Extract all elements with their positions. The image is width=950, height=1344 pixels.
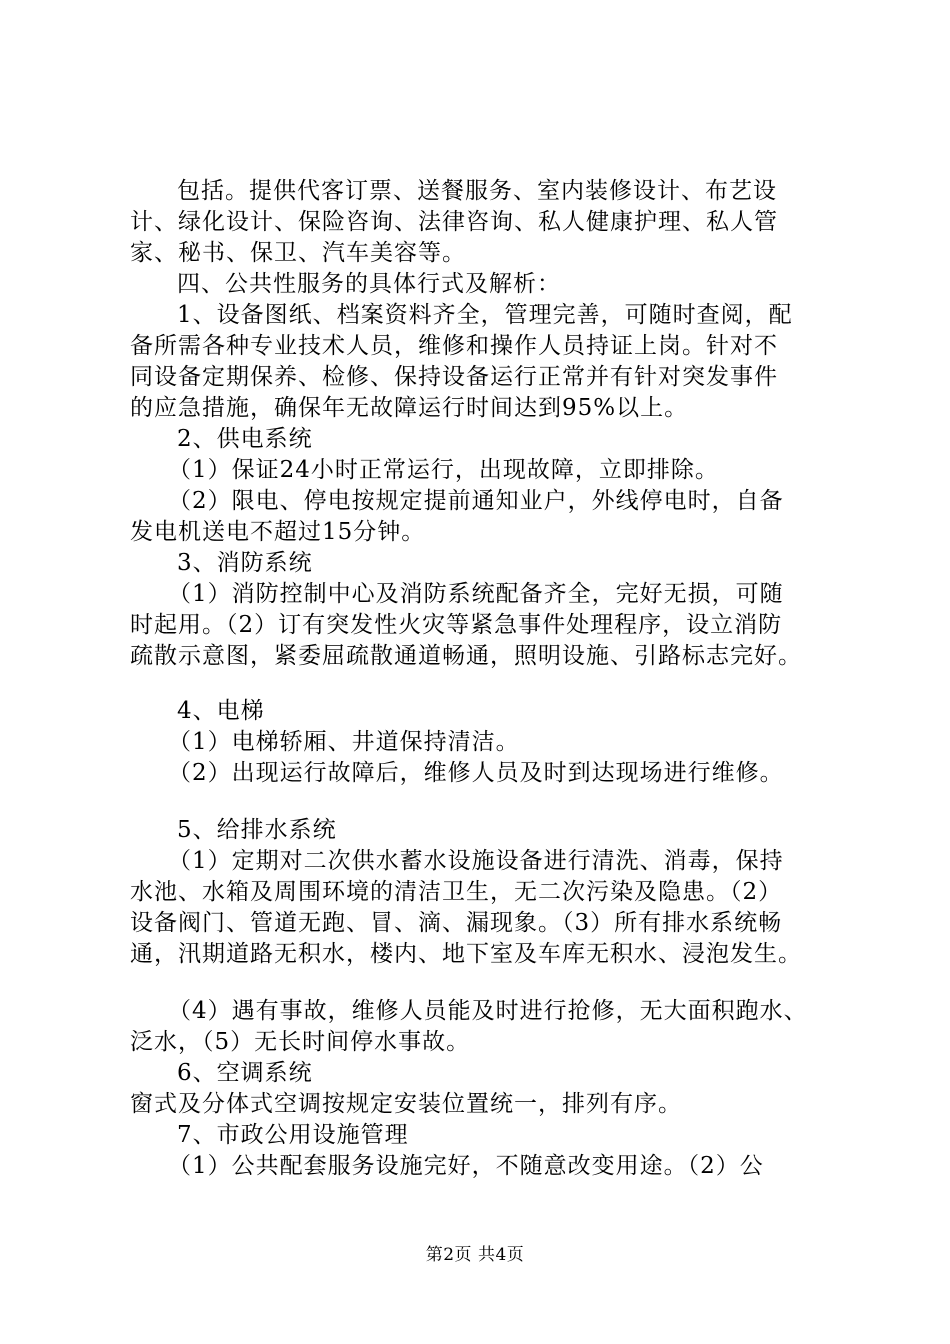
- text-line: 同设备定期保养、检修、保持设备运行正常并有针对突发事件: [130, 364, 778, 390]
- section-heading: 四、公共性服务的具体行式及解析：: [177, 271, 561, 297]
- subsection-heading: 7、市政公用设施管理: [177, 1122, 409, 1148]
- subsection-heading: 3、消防系统: [177, 550, 313, 576]
- text-line: 通，汛期道路无积水，楼内、地下室及车库无积水、浸泡发生。: [130, 941, 802, 967]
- text-line: 疏散示意图，紧委屈疏散通道畅通，照明设施、引路标志完好。: [130, 643, 802, 669]
- text-line: （4）遇有事故，维修人员能及时进行抢修，无大面积跑水、: [168, 998, 808, 1024]
- page-number: 第2页 共4页: [425, 1245, 525, 1265]
- text-line: 水池、水箱及周围环境的清洁卫生，无二次污染及隐患。（2）: [130, 879, 783, 905]
- text-line: （1）定期对二次供水蓄水设施设备进行清洗、消毒，保持: [168, 848, 784, 874]
- text-line: 发电机送电不超过15分钟。: [130, 519, 426, 545]
- subsection-heading: 4、电梯: [177, 698, 265, 724]
- text-line: 备所需各种专业技术人员，维修和操作人员持证上岗。针对不: [130, 333, 778, 359]
- text-line: （1）公共配套服务设施完好，不随意改变用途。（2）公: [168, 1153, 764, 1179]
- text-line: （1）保证24小时正常运行，出现故障，立即排除。: [168, 457, 719, 483]
- text-line: 家、秘书、保卫、汽车美容等。: [130, 240, 466, 266]
- subsection-heading: 5、给排水系统: [177, 817, 337, 843]
- text-line: （2）限电、停电按规定提前通知业户，外线停电时，自备: [168, 488, 784, 514]
- subsection-heading: 2、供电系统: [177, 426, 313, 452]
- text-line: 包括。提供代客订票、送餐服务、室内装修设计、布艺设: [177, 178, 777, 204]
- text-line: 时起用。（2）订有突发性火灾等紧急事件处理程序，设立消防: [130, 612, 783, 638]
- text-line: （1）电梯轿厢、井道保持清洁。: [168, 729, 520, 755]
- text-line: 泛水，（5）无长时间停水事故。: [130, 1029, 471, 1055]
- text-line: （1）消防控制中心及消防系统配备齐全，完好无损，可随: [168, 581, 784, 607]
- text-line: （2）出现运行故障后，维修人员及时到达现场进行维修。: [168, 760, 784, 786]
- text-line: 1、设备图纸、档案资料齐全，管理完善，可随时查阅，配: [177, 302, 793, 328]
- text-line: 设备阀门、管道无跑、冒、滴、漏现象。（3）所有排水系统畅: [130, 910, 783, 936]
- text-line: 窗式及分体式空调按规定安装位置统一，排列有序。: [130, 1091, 682, 1117]
- text-line: 的应急措施，确保年无故障运行时间达到95%以上。: [130, 395, 689, 421]
- text-line: 计、绿化设计、保险咨询、法律咨询、私人健康护理、私人管: [130, 209, 778, 235]
- subsection-heading: 6、空调系统: [177, 1060, 313, 1086]
